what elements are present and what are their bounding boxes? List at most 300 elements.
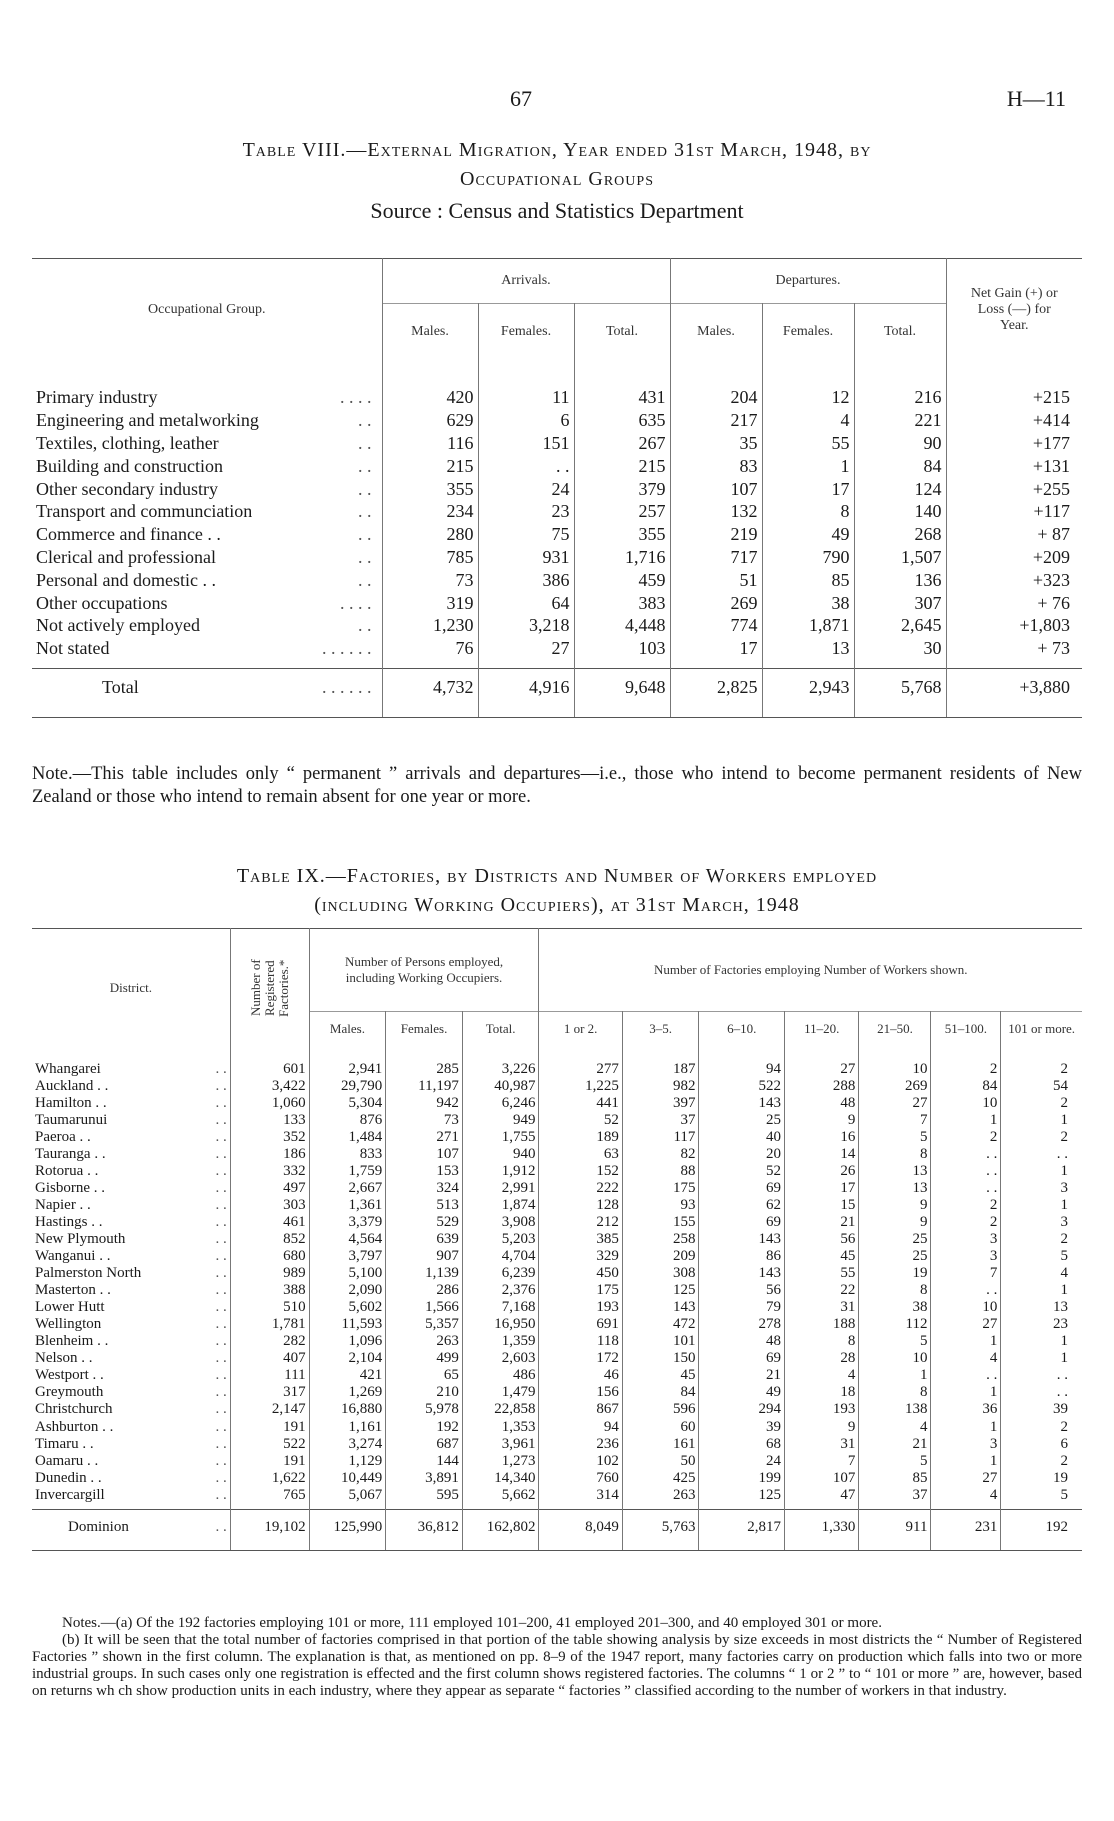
table9-row (32, 1367, 1082, 1384)
table8-total-row-am: 4,732 (382, 668, 478, 707)
table9-row-size-2: 143 (699, 1094, 785, 1111)
table9-row-district (32, 1486, 230, 1503)
table8-row-net: +323 (1032, 569, 1070, 590)
migration-table (32, 258, 1082, 718)
table9-total-row-t: 162,802 (462, 1510, 539, 1545)
table8-total-row-dt: 5,768 (854, 668, 946, 707)
spacer-cell (32, 707, 382, 718)
table9-row-size-1: 125 (622, 1282, 699, 1299)
table8-row-af: 151 (478, 432, 574, 455)
table8-row-dm: 219 (670, 523, 762, 546)
table9-row-size-6: . . (1056, 1384, 1068, 1401)
table8-row-dm: 17 (670, 637, 762, 660)
table9-row-m: 5,304 (309, 1094, 386, 1111)
table8-row-dt: 307 (854, 591, 946, 614)
table9-row-district-text: Oamaru . . (35, 1452, 99, 1469)
table8-row-net: +131 (1032, 455, 1070, 476)
table9-row-size-2: 125 (699, 1486, 785, 1503)
table9-row-size-5: 2 (931, 1060, 1001, 1077)
col-persons-males: Males. (309, 1012, 386, 1047)
table9-row-size-4: 269 (859, 1077, 931, 1094)
factories-table (32, 928, 1082, 1551)
table9-row-leader-dots: . . (215, 1486, 227, 1503)
table9-row-size-4: 112 (859, 1316, 931, 1333)
col-departures-males: Males. (670, 304, 762, 361)
table9-row-size-5: 1 (931, 1452, 1001, 1469)
table9-row-size-4: 7 (859, 1111, 931, 1128)
table8-row-label-text: Textiles, clothing, leather (36, 432, 219, 453)
table9-row-size-4: 9 (859, 1196, 931, 1213)
table9-row-f: 324 (386, 1179, 463, 1196)
table9-row-r: 522 (230, 1435, 309, 1452)
table9-row-size-6: 2 (1060, 1418, 1068, 1435)
table9-row-size-5: 1 (931, 1384, 1001, 1401)
spacer-cell (785, 1544, 859, 1551)
table8-row-dm: 269 (670, 591, 762, 614)
table9-row-size-3: 188 (785, 1316, 859, 1333)
spacer-cell (230, 1544, 309, 1551)
table8-row-leader-dots: . . (358, 524, 372, 545)
table9-row-leader-dots: . . (215, 1469, 227, 1486)
table9-row-district-text: Blenheim . . (35, 1333, 109, 1350)
table9-row (32, 1077, 1082, 1094)
table9-row-f: 5,357 (386, 1316, 463, 1333)
table9-row-size-6: 54 (1053, 1077, 1068, 1094)
table9-total-row (32, 1510, 1082, 1545)
table9-row-size-5: 27 (931, 1316, 1001, 1333)
table9-row (32, 1469, 1082, 1486)
table9-row-size-4: 85 (859, 1469, 931, 1486)
table8-row-af: 64 (478, 591, 574, 614)
table8-row-label-text: Other occupations (36, 592, 168, 613)
table9-row-size-0: 175 (539, 1282, 622, 1299)
table8-row (32, 637, 1082, 660)
table9-row-size-6: 4 (1060, 1265, 1068, 1282)
table9-row-leader-dots: . . (215, 1452, 227, 1469)
table9-row-leader-dots: . . (215, 1213, 227, 1230)
table8-row-dm: 132 (670, 500, 762, 523)
spacer-cell (854, 707, 946, 718)
table9-row-size-0: 152 (539, 1162, 622, 1179)
table9-row-size-4: 25 (859, 1248, 931, 1265)
table9-row-size-0: 128 (539, 1196, 622, 1213)
spacer-cell (762, 660, 854, 669)
table9-total-row-size-0: 8,049 (539, 1510, 622, 1545)
table8-row-am: 73 (382, 568, 478, 591)
table9-row-size-2: 69 (699, 1213, 785, 1230)
table9-total-row-r: 19,102 (230, 1510, 309, 1545)
spacer-cell (762, 707, 854, 718)
table9-row-size-3: 8 (785, 1333, 859, 1350)
table9-row-district (32, 1282, 230, 1299)
table9-row-f: 942 (386, 1094, 463, 1111)
table9-row-f: 263 (386, 1333, 463, 1350)
table9-row-size-5: 1 (931, 1333, 1001, 1350)
table9-row-district-text: New Plymouth (35, 1230, 126, 1247)
table9-row-size-2: 56 (699, 1282, 785, 1299)
table9-row-size-0: 102 (539, 1452, 622, 1469)
spacer-cell (32, 660, 382, 669)
spacer-cell (539, 1544, 622, 1551)
table9-row (32, 1128, 1082, 1145)
table9-row-district-text: Taumarunui (35, 1111, 108, 1128)
table8-row-df: 38 (762, 591, 854, 614)
table9-total-row-m: 125,990 (309, 1510, 386, 1545)
col-size-2: 6–10. (699, 1012, 785, 1047)
table8-row-af: 27 (478, 637, 574, 660)
table9-row-size-3: 9 (785, 1111, 859, 1128)
table9-row-size-2: 49 (699, 1384, 785, 1401)
table9-row-district (32, 1350, 230, 1367)
table9-row-size-5: 27 (931, 1469, 1001, 1486)
table9-row-district-text: Hastings . . (35, 1213, 103, 1230)
table9-row-size-0: 94 (539, 1418, 622, 1435)
table9-row-size-3: 15 (785, 1196, 859, 1213)
table9-row-size-2: 24 (699, 1452, 785, 1469)
table8-row-am: 234 (382, 500, 478, 523)
table9-row (32, 1230, 1082, 1247)
table9-row-m: 29,790 (309, 1077, 386, 1094)
table8-row-df: 17 (762, 477, 854, 500)
table8-row-am: 76 (382, 637, 478, 660)
spacer-cell (1001, 1544, 1082, 1551)
table9-row-district (32, 1316, 230, 1333)
table9-row-f: 107 (386, 1145, 463, 1162)
table8-row-label (32, 591, 382, 614)
table9-row-f: 144 (386, 1452, 463, 1469)
table9-row-size-4: 27 (859, 1094, 931, 1111)
table9-row-size-5: . . (931, 1282, 1001, 1299)
table9-row-t: 22,858 (462, 1401, 539, 1418)
table8-source: Source : Census and Statistics Department (370, 198, 744, 223)
spacer-cell (854, 660, 946, 669)
table8-row-dt: 30 (854, 637, 946, 660)
table8-row-net: +414 (1032, 410, 1070, 431)
table9-row-size-5: . . (931, 1162, 1001, 1179)
table9-row-size-0: 193 (539, 1299, 622, 1316)
table9-row (32, 1145, 1082, 1162)
table8-row-leader-dots: . . (358, 455, 372, 476)
table9-row (32, 1350, 1082, 1367)
col-net-gain: Net Gain (+) or Loss (—) for Year. (946, 259, 1082, 361)
table9-row-size-4: 5 (859, 1128, 931, 1145)
table8-row-am: 319 (382, 591, 478, 614)
table8-row (32, 591, 1082, 614)
table9-row-district-text: Masterton . . (35, 1282, 111, 1299)
table9-row-leader-dots: . . (215, 1145, 227, 1162)
table9-row-r: 407 (230, 1350, 309, 1367)
table8-row-dm: 83 (670, 454, 762, 477)
table9-row-m: 1,759 (309, 1162, 386, 1179)
table9-row-r: 133 (230, 1111, 309, 1128)
table9-row-size-2: 294 (699, 1401, 785, 1418)
table9-row-size-3: 288 (785, 1077, 859, 1094)
table9-row-m: 1,161 (309, 1418, 386, 1435)
table9-row-size-2: 25 (699, 1111, 785, 1128)
table8-row-dt: 216 (854, 386, 946, 409)
table9-row (32, 1384, 1082, 1401)
table8-title-line2: Occupational Groups (460, 168, 654, 190)
table9-row-leader-dots: . . (215, 1265, 227, 1282)
spacer-cell (946, 707, 1082, 718)
table8-row-label-text: Not actively employed (36, 615, 200, 636)
table8-row-df: 1,871 (762, 614, 854, 637)
table9-row-f: 5,978 (386, 1401, 463, 1418)
table9-row-size-4: 13 (859, 1162, 931, 1179)
table9-row (32, 1060, 1082, 1077)
table8-row-at: 431 (574, 386, 670, 409)
table9-row-size-5: 1 (931, 1418, 1001, 1435)
table8-row-dt: 221 (854, 409, 946, 432)
table9-row-size-2: 86 (699, 1248, 785, 1265)
table9-row (32, 1333, 1082, 1350)
table8-row-dt: 2,645 (854, 614, 946, 637)
table9-row-size-4: 8 (859, 1384, 931, 1401)
table9-row (32, 1248, 1082, 1265)
table9-row-district (32, 1401, 230, 1418)
table9-row-district (32, 1367, 230, 1384)
table9-row-size-2: 199 (699, 1469, 785, 1486)
table9-total-row-district (32, 1510, 230, 1545)
table9-row-district-text: Paeroa . . (35, 1128, 91, 1145)
table9-total-row-size-4: 911 (859, 1510, 931, 1545)
table9-row-size-1: 263 (622, 1486, 699, 1503)
table9-row-t: 7,168 (462, 1299, 539, 1316)
table9-row-size-1: 209 (622, 1248, 699, 1265)
table9-row-size-4: 138 (859, 1401, 931, 1418)
table8-row-dm: 107 (670, 477, 762, 500)
spacer-cell (574, 660, 670, 669)
table9-row-r: 1,622 (230, 1469, 309, 1486)
table9-row-size-1: 82 (622, 1145, 699, 1162)
table9-row-size-3: 26 (785, 1162, 859, 1179)
table9-row-f: 210 (386, 1384, 463, 1401)
spacer-cell (574, 707, 670, 718)
table9-row (32, 1418, 1082, 1435)
table9-row-size-4: 13 (859, 1179, 931, 1196)
table8-row-at: 383 (574, 591, 670, 614)
table8-row-am: 1,230 (382, 614, 478, 637)
table9-row-r: 111 (230, 1367, 309, 1384)
table9-row (32, 1299, 1082, 1316)
table9-row-f: 65 (386, 1367, 463, 1384)
spacer-cell (670, 660, 762, 669)
col-size-1: 3–5. (622, 1012, 699, 1047)
table9-row-size-0: 450 (539, 1265, 622, 1282)
table9-row-size-3: 47 (785, 1486, 859, 1503)
table9-row-f: 687 (386, 1435, 463, 1452)
table9-row-size-3: 48 (785, 1094, 859, 1111)
table9-row-district (32, 1452, 230, 1469)
table8-row-af: . . (478, 454, 574, 477)
table9-row-r: 1,781 (230, 1316, 309, 1333)
table9-row-m: 3,379 (309, 1213, 386, 1230)
table9-row-f: 192 (386, 1418, 463, 1435)
table8-row (32, 614, 1082, 637)
table8-row-leader-dots: . . (358, 478, 372, 499)
table9-row-m: 2,090 (309, 1282, 386, 1299)
table9-row (32, 1435, 1082, 1452)
table8-row-df: 55 (762, 432, 854, 455)
table9-row-size-1: 472 (622, 1316, 699, 1333)
spacer-cell (946, 660, 1082, 669)
table9-total-row-size-3: 1,330 (785, 1510, 859, 1545)
table8-row-at: 459 (574, 568, 670, 591)
table9-row-size-0: 118 (539, 1333, 622, 1350)
table9-row-district (32, 1179, 230, 1196)
table9-row-size-3: 14 (785, 1145, 859, 1162)
table9-row-size-2: 69 (699, 1350, 785, 1367)
table9-row-size-2: 40 (699, 1128, 785, 1145)
table9-row-size-0: 63 (539, 1145, 622, 1162)
table9-row-size-6: 19 (1053, 1469, 1068, 1486)
table9-row-t: 3,226 (462, 1060, 539, 1077)
table9-row-size-3: 7 (785, 1452, 859, 1469)
col-arrivals-total: Total. (574, 304, 670, 361)
table8-row-dm: 217 (670, 409, 762, 432)
table9-row-size-2: 143 (699, 1265, 785, 1282)
table9-row (32, 1265, 1082, 1282)
table9-row-size-1: 425 (622, 1469, 699, 1486)
col-size-0: 1 or 2. (539, 1012, 622, 1047)
table9-row-m: 1,096 (309, 1333, 386, 1350)
table8-row (32, 500, 1082, 523)
table9-row (32, 1196, 1082, 1213)
table9-row-t: 40,987 (462, 1077, 539, 1094)
table8-total-row-af: 4,916 (478, 668, 574, 707)
table9-row-f: 286 (386, 1282, 463, 1299)
table9-row-f: 285 (386, 1060, 463, 1077)
table9-row-m: 1,361 (309, 1196, 386, 1213)
table9-row-size-5: 4 (931, 1350, 1001, 1367)
table9-row-size-0: 222 (539, 1179, 622, 1196)
table8-row (32, 523, 1082, 546)
table9-row-size-5: 36 (931, 1401, 1001, 1418)
table9-row-size-5: 2 (931, 1128, 1001, 1145)
table9-row-size-1: 161 (622, 1435, 699, 1452)
table9-row-size-2: 68 (699, 1435, 785, 1452)
table9-row-f: 1,139 (386, 1265, 463, 1282)
table9-row-f: 513 (386, 1196, 463, 1213)
table8-row-label (32, 477, 382, 500)
spacer-cell (859, 1544, 931, 1551)
table8-row-label-text: Engineering and metalworking (36, 410, 259, 431)
table9-row-size-4: 1 (859, 1367, 931, 1384)
table9-row-size-2: 52 (699, 1162, 785, 1179)
table9-row-district (32, 1196, 230, 1213)
table9-row-r: 332 (230, 1162, 309, 1179)
table8-row-label-text: Transport and communciation (36, 501, 253, 522)
table9-row-t: 1,359 (462, 1333, 539, 1350)
table9-row-size-4: 10 (859, 1350, 931, 1367)
table9-row-size-6: 2 (1060, 1128, 1068, 1145)
table9-row-r: 601 (230, 1060, 309, 1077)
table9-row-size-1: 117 (622, 1128, 699, 1145)
table9-row-district (32, 1128, 230, 1145)
table9-row-size-5: . . (931, 1179, 1001, 1196)
spacer-cell (478, 660, 574, 669)
table9-row-district-text: Tauranga . . (35, 1145, 106, 1162)
table8-row-at: 257 (574, 500, 670, 523)
table9-row-size-3: 17 (785, 1179, 859, 1196)
table9-row-size-4: 8 (859, 1145, 931, 1162)
spacer-cell (462, 1544, 539, 1551)
table9-row-size-1: 397 (622, 1094, 699, 1111)
table9-row-size-6: . . (1056, 1145, 1068, 1162)
table9-row-district-text: Palmerston North (35, 1265, 142, 1282)
table9-row-r: 282 (230, 1333, 309, 1350)
table8-row-label-text: Building and construction (36, 455, 223, 476)
table8-total-row-label (32, 668, 382, 707)
table9-row-size-4: 4 (859, 1418, 931, 1435)
table9-row-m: 10,449 (309, 1469, 386, 1486)
table9-row-m: 833 (309, 1145, 386, 1162)
table9-row-leader-dots: . . (215, 1333, 227, 1350)
table9-row-m: 4,564 (309, 1230, 386, 1247)
table9-row-m: 2,667 (309, 1179, 386, 1196)
table9-row-size-0: 189 (539, 1128, 622, 1145)
col-registered-factories-label: Number of Registered Factories.* (247, 958, 291, 1017)
table9-row-r: 2,147 (230, 1401, 309, 1418)
table8-row-dt: 84 (854, 454, 946, 477)
table9-row-r: 461 (230, 1213, 309, 1230)
table8-row-at: 635 (574, 409, 670, 432)
table9-row-size-3: 31 (785, 1299, 859, 1316)
table9-row-district-text: Rotorua . . (35, 1162, 99, 1179)
table9-row-leader-dots: . . (215, 1282, 227, 1299)
table8-row-dm: 717 (670, 546, 762, 569)
table8-row-leader-dots: . . (358, 501, 372, 522)
table9-row-size-4: 5 (859, 1452, 931, 1469)
table9-row-size-1: 258 (622, 1230, 699, 1247)
table9-row-size-1: 143 (622, 1299, 699, 1316)
spacer-cell (382, 707, 478, 718)
table9-row-t: 940 (462, 1145, 539, 1162)
table9-row-district (32, 1418, 230, 1435)
table9-row-leader-dots: . . (215, 1196, 227, 1213)
table8-row-af: 386 (478, 568, 574, 591)
col-district: District. (32, 929, 230, 1047)
table9-row-r: 497 (230, 1179, 309, 1196)
table9-row-size-5: 7 (931, 1265, 1001, 1282)
table9-row-size-6: 3 (1060, 1213, 1068, 1230)
table9-row-district (32, 1384, 230, 1401)
table9-row (32, 1111, 1082, 1128)
table9-row (32, 1094, 1082, 1111)
table9-row-size-2: 143 (699, 1230, 785, 1247)
table8-row-am: 215 (382, 454, 478, 477)
table9-row-district-text: Ashburton . . (35, 1418, 114, 1435)
table9-row (32, 1401, 1082, 1418)
table9-row-size-5: 84 (931, 1077, 1001, 1094)
table9-row-r: 186 (230, 1145, 309, 1162)
col-persons-females: Females. (386, 1012, 463, 1047)
table9-row-r: 191 (230, 1418, 309, 1435)
table9-row-r: 3,422 (230, 1077, 309, 1094)
table8-row-label (32, 432, 382, 455)
spacer-cell (386, 1544, 463, 1551)
table9-row-t: 2,603 (462, 1350, 539, 1367)
col-arrivals-females: Females. (478, 304, 574, 361)
table8-row-am: 785 (382, 546, 478, 569)
table9-row-leader-dots: . . (215, 1230, 227, 1247)
table9-row-size-0: 691 (539, 1316, 622, 1333)
spacer-cell (670, 707, 762, 718)
table9-row-size-3: 27 (785, 1060, 859, 1077)
table9-row-leader-dots: . . (215, 1299, 227, 1316)
col-occupational-group: Occupational Group. (32, 259, 382, 361)
table9-row-district-text: Hamilton . . (35, 1094, 107, 1111)
